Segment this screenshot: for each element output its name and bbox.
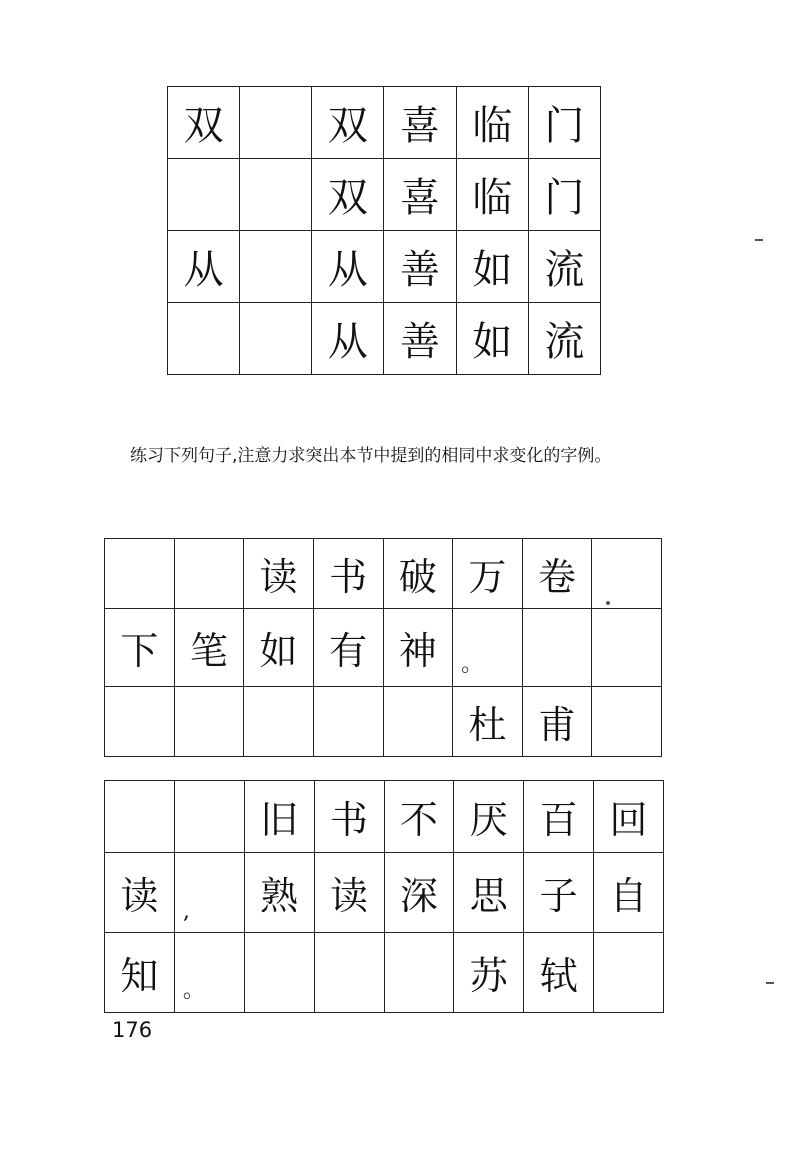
grid-row xyxy=(105,933,664,1013)
grid-cell: 双 xyxy=(168,87,240,159)
grid-cell: 笔 xyxy=(174,609,244,687)
grid-row xyxy=(168,231,601,303)
grid-cell xyxy=(592,539,662,609)
grid-cell: 轼 xyxy=(524,933,594,1013)
grid-cell xyxy=(383,687,453,757)
scan-speck xyxy=(755,239,763,241)
grid-cell: 破 xyxy=(383,539,453,609)
grid-cell: 深 xyxy=(384,853,454,933)
grid-cell xyxy=(174,539,244,609)
grid-cell xyxy=(594,933,664,1013)
copybook-grid-middle xyxy=(104,538,662,757)
grid-row xyxy=(105,781,664,853)
grid-cell xyxy=(244,687,314,757)
grid-cell: 如 xyxy=(456,303,528,375)
grid-cell: 双 xyxy=(312,159,384,231)
grid-cell: 流 xyxy=(528,303,600,375)
grid-row xyxy=(105,853,664,933)
grid-cell xyxy=(522,609,592,687)
grid-row xyxy=(105,539,662,609)
scan-speck xyxy=(606,601,610,605)
grid-cell: 从 xyxy=(312,303,384,375)
grid-cell: 门 xyxy=(528,159,600,231)
grid-cell: 从 xyxy=(312,231,384,303)
grid-cell: 苏 xyxy=(454,933,524,1013)
grid-cell xyxy=(384,933,454,1013)
grid-cell xyxy=(240,303,312,375)
grid-cell: 子 xyxy=(524,853,594,933)
grid-cell: 百 xyxy=(524,781,594,853)
grid-cell: 临 xyxy=(456,87,528,159)
grid-cell: 如 xyxy=(456,231,528,303)
grid-row xyxy=(168,159,601,231)
grid-cell: 熟 xyxy=(244,853,314,933)
grid-cell xyxy=(105,687,175,757)
instruction-text: 练习下列句子,注意力求突出本节中提到的相同中求变化的字例。 xyxy=(130,446,612,466)
grid-cell xyxy=(168,303,240,375)
grid-cell xyxy=(174,781,244,853)
grid-row xyxy=(105,687,662,757)
grid-cell: 读 xyxy=(244,539,314,609)
grid-cell xyxy=(240,231,312,303)
grid-cell: 知 xyxy=(105,933,175,1013)
grid-cell: 卷 xyxy=(522,539,592,609)
grid-cell xyxy=(174,687,244,757)
grid-cell: 临 xyxy=(456,159,528,231)
grid-cell: 甫 xyxy=(522,687,592,757)
grid-cell: 喜 xyxy=(384,159,456,231)
grid-cell: 。 xyxy=(174,933,244,1013)
grid-row xyxy=(168,87,601,159)
copybook-grid-bottom xyxy=(104,780,664,1013)
grid-cell xyxy=(592,687,662,757)
grid-cell xyxy=(105,539,175,609)
grid-cell: 如 xyxy=(244,609,314,687)
grid-cell: 旧 xyxy=(244,781,314,853)
grid-cell: 善 xyxy=(384,231,456,303)
grid-cell xyxy=(240,87,312,159)
grid-cell: 书 xyxy=(313,539,383,609)
grid-cell xyxy=(240,159,312,231)
grid-cell xyxy=(244,933,314,1013)
grid-cell xyxy=(313,687,383,757)
grid-cell: 流 xyxy=(528,231,600,303)
grid-cell xyxy=(105,781,175,853)
grid-cell: 。 xyxy=(453,609,523,687)
grid-cell: 读 xyxy=(314,853,384,933)
grid-cell: 神 xyxy=(383,609,453,687)
grid-cell: 杜 xyxy=(453,687,523,757)
grid-row xyxy=(168,303,601,375)
grid-cell: 读 xyxy=(105,853,175,933)
page-number: 176 xyxy=(112,1018,153,1042)
grid-cell: 不 xyxy=(384,781,454,853)
grid-cell: 书 xyxy=(314,781,384,853)
scan-speck xyxy=(766,982,774,984)
grid-cell xyxy=(168,159,240,231)
grid-cell: 厌 xyxy=(454,781,524,853)
grid-cell xyxy=(592,609,662,687)
grid-cell: 有 xyxy=(313,609,383,687)
grid-cell: 下 xyxy=(105,609,175,687)
grid-cell: 从 xyxy=(168,231,240,303)
grid-cell: 万 xyxy=(453,539,523,609)
grid-cell: 自 xyxy=(594,853,664,933)
grid-cell xyxy=(314,933,384,1013)
grid-cell: 门 xyxy=(528,87,600,159)
grid-cell: 善 xyxy=(384,303,456,375)
grid-cell: 喜 xyxy=(384,87,456,159)
copybook-grid-top xyxy=(167,86,601,375)
grid-cell: 双 xyxy=(312,87,384,159)
grid-row xyxy=(105,609,662,687)
grid-cell: , xyxy=(174,853,244,933)
grid-cell: 回 xyxy=(594,781,664,853)
grid-cell: 思 xyxy=(454,853,524,933)
